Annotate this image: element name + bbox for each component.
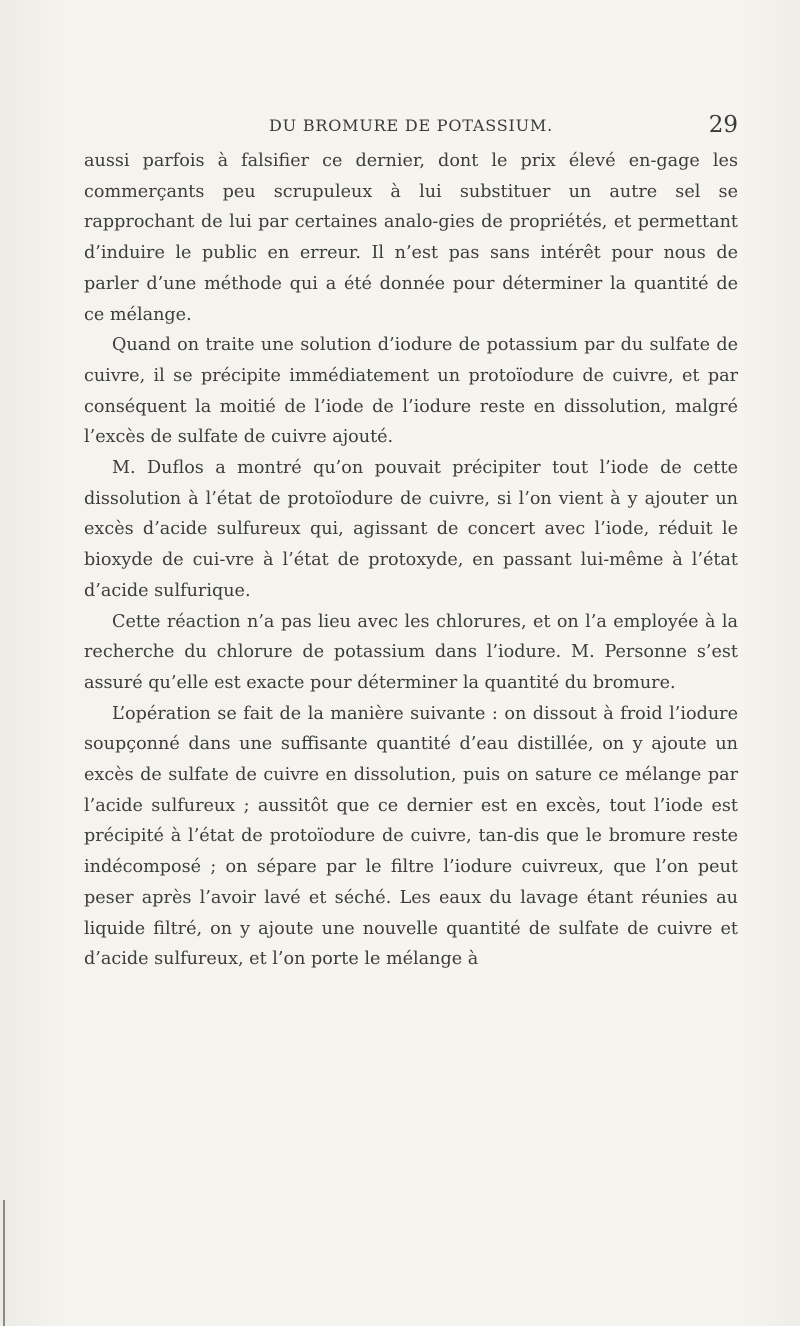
page-edge-line [3, 1200, 5, 1326]
paragraph: Cette réaction n’a pas lieu avec les chlorures, et on l’a employée à la recherche du chlorure de potassium dans l’iodure. M. Personne s’est assuré qu’elle est exacte pour déterminer la quantité du bromure. [84, 611, 738, 693]
paragraph: L’opération se fait de la manière suivante : on dissout à froid l’iodure soupçonné dans une suffisante quantité d’eau distillée, on y ajoute un excès de sulfate de cuivre en dissolution, puis on sature ce mélange par l’acide sulfureux ; aussitôt que ce dernier est en excès, tout l’iode est précipité à l’état de protoïodure de cuivre, tan-dis que le bromure reste indécomposé ; on sépare par le filtre l’iodure cuivreux, que l’on peut peser après l’avoir lavé et séché. Les eaux du lavage étant réunies au liquide filtré, on y ajoute une nouvelle quantité de sulfate de cuivre et d’acide sulfureux, et l’on porte le mélange à [84, 703, 738, 970]
running-title: DU BROMURE DE POTASSIUM. [269, 116, 553, 135]
paragraph: Quand on traite une solution d’iodure de potassium par du sulfate de cuivre, il se précipite immédiatement un protoïodure de cuivre, et par conséquent la moitié de l’iode de l’iodure reste en dissolution, malgré l’excès de sulfate de cuivre ajouté. [84, 335, 738, 448]
paragraph: M. Duflos a montré qu’on pouvait précipiter tout l’iode de cette dissolution à l’état de protoïodure de cuivre, si l’on vient à y ajouter un excès d’acide sulfureux qui, agissant de concert avec l’iode, réduit le bioxyde de cui-vre à l’état de protoxyde, en passant lui-même à l’état d’acide sulfurique. [84, 458, 738, 601]
page-header [84, 114, 738, 144]
page-number: 29 [708, 112, 738, 138]
page-body [84, 146, 738, 975]
paragraph: aussi parfois à falsifier ce dernier, dont le prix élevé en-gage les commerçants peu scrupuleux à lui substituer un autre sel se rapprochant de lui par certaines analo-gies de propriétés, et permettant d’induire le public en erreur. Il n’est pas sans intérêt pour nous de parler d’une méthode qui a été donnée pour déterminer la quantité de ce mélange. [84, 151, 738, 325]
